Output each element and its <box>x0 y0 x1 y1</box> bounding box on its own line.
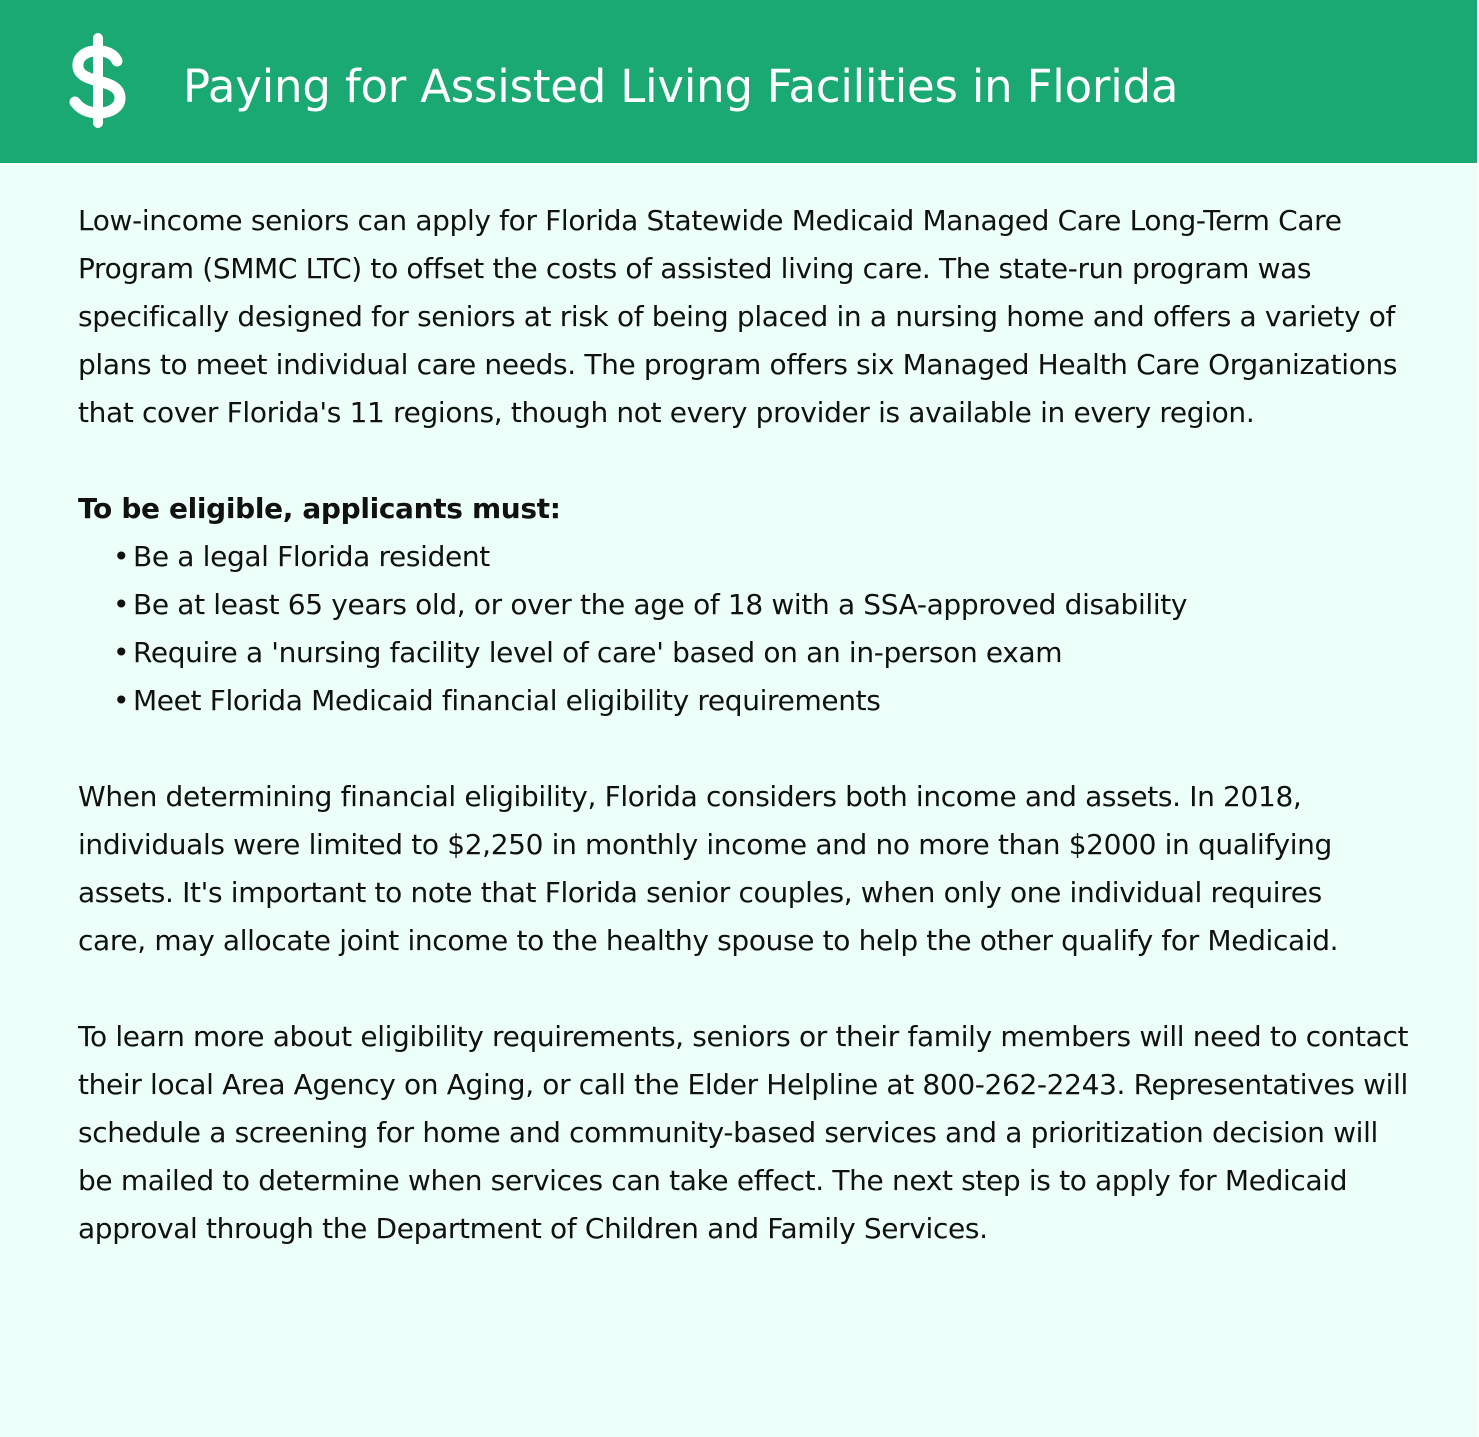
dollar-icon <box>58 33 142 129</box>
financial-paragraph: When determining financial eligibility, Florida considers both income and assets. In 2018, individuals were limited to $2,250 in monthly income and no more than $2000 in qualifying assets. It's important to note that Florida senior couples, when only one individual requires care, may allocate joint income to the healthy spouse to help the other qualify for Medicaid. <box>78 780 1339 957</box>
eligibility-heading: To be eligible, applicants must: <box>78 492 561 525</box>
list-item-text: Be a legal Florida resident <box>133 540 490 573</box>
learn-more-paragraph: To learn more about eligibility requirements, seniors or their family members will need to contact their local Area Agency on Aging, or call the Elder Helpline at 800-262-2243. Representatives will schedule a screening for home and community-based services and a prioritization decision will be mailed to determine when services can take effect. The next step is to apply for Medicaid approval through the Department of Children and Family Services. <box>78 1020 1409 1245</box>
content-body <box>78 197 1448 1253</box>
spacer <box>78 437 1448 485</box>
list-item-text: Meet Florida Medicaid financial eligibility requirements <box>133 684 881 717</box>
spacer <box>78 725 1448 773</box>
spacer <box>78 965 1448 1013</box>
list-item <box>113 533 1448 581</box>
eligibility-list <box>78 533 1448 725</box>
list-item-text: Be at least 65 years old, or over the age of 18 with a SSA-approved disability <box>133 588 1188 621</box>
intro-paragraph: Low-income seniors can apply for Florida Statewide Medicaid Managed Care Long-Term Care Program (SMMC LTC) to offset the costs of assisted living care. The state-run program was specifically designed for seniors at risk of being placed in a nursing home and offers a variety of plans to meet individual care needs. The program offers six Managed Health Care Organizations that cover Florida's 11 regions, though not every provider is available in every region. <box>78 204 1398 429</box>
list-item <box>113 581 1448 629</box>
bullet-icon: • <box>113 588 130 621</box>
header-banner <box>0 0 1477 165</box>
page-title: Paying for Assisted Living Facilities in Florida <box>183 60 1179 113</box>
list-item-text: Require a 'nursing facility level of care' based on an in-person exam <box>133 636 1063 669</box>
bullet-icon: • <box>113 684 130 717</box>
list-item <box>113 629 1448 677</box>
bullet-icon: • <box>113 540 130 573</box>
bullet-icon: • <box>113 636 130 669</box>
list-item <box>113 677 1448 725</box>
